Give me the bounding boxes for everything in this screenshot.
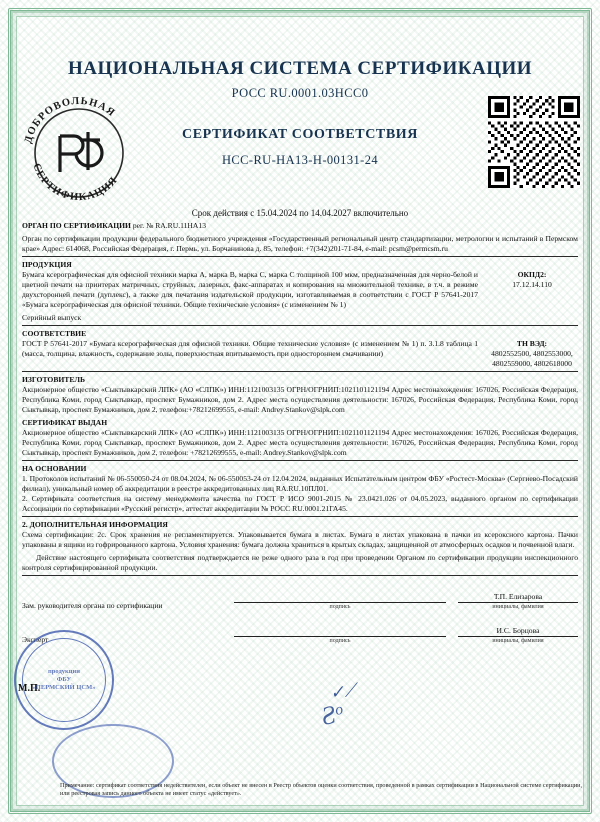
signatory-role-2: Эксперт [22, 635, 49, 644]
basis-label: НА ОСНОВАНИИ [22, 464, 87, 474]
issued-to-text: Акционерное общество «Сыктывкарский ЛПК» (АО «СЛПК») ИНН:1121003135 ОГРН/ОГРНИП:1021101121194 Адрес местонахождения: 167026, Российская Федерация, Республика Коми, город Сыктывкар, проспект Бумажников, дом 2. Адрес места осуществления деятельности: 167026, Российская Федерация, Республика Коми, город Сыктывкар, проспект Бумажников, дом 2, телефон: +78212699555, e-mail: Andrey.Stankov@slpk.com [22, 428, 578, 458]
signature-caption: подпись [329, 604, 351, 611]
seal-line-3: «ПЕРМСКИЙ ЦСМ» [32, 684, 96, 692]
seal-text [16, 668, 112, 692]
issued-to-label: СЕРТИФИКАТ ВЫДАН [22, 418, 108, 428]
tnved-label: ТН ВЭД: [516, 339, 548, 349]
signature-underline [234, 588, 446, 603]
handwritten-signature-1: ✓‌⟋ [328, 680, 358, 703]
svg-text:СЕРТИФИКАЦИЯ: СЕРТИФИКАЦИЯ [30, 162, 121, 204]
product-label: ПРОДУКЦИЯ [22, 260, 72, 270]
divider [22, 325, 578, 326]
inspection-control-note: Действие настоящего сертификата соответствия подтверждается не реже одного раза в год при проведении Органом по сертификации продукции инспекционного контроля сертифицированной продукции. [22, 553, 578, 573]
manufacturer-text: Акционерное общество «Сыктывкарский ЛПК» (АО «СЛПК») ИНН:1121003135 ОГРН/ОГРНИП:1021101121194 Адрес местонахождения: 167026, Российская Федерация, Республика Коми, город Сыктывкар, проспект Бумажников, дом 2. Адрес места осуществления деятельности: 167026, Российская Федерация, Республика Коми, город Сыктывкар, проспект Бумажников, дом 2, телефон:+78212699555, e-mail: Andrey.Stankov@slpk.com [22, 385, 578, 415]
conformity-label: СООТВЕТСТВИЕ [22, 329, 87, 339]
signature-caption: подпись [329, 638, 351, 645]
rst-mark-icon [18, 92, 140, 214]
name-caption: инициалы, фамилия [492, 604, 544, 611]
validity-period: Срок действия с 15.04.2024 по 14.04.2027 включительно [191, 208, 409, 218]
additional-info-text: Схема сертификации: 2с. Срок хранения не регламентируется. Упаковывается бумага в листах. Бумага в листах упакована в пачки из ксероксного картона. Пачки упакованы в ящики из гофрированного картона. Условия хранения: бумага должна храниться в крытых складах, защищенной от атмосферных осадков и почвенной влаги. [22, 530, 578, 550]
name-caption: инициалы, фамилия [492, 638, 544, 645]
qr-code[interactable] [488, 96, 580, 188]
signatory-name-2 [458, 626, 578, 644]
certification-body-reg: рег. № RA.RU.11НА13 [132, 221, 206, 230]
seal-line-2: ФБУ [56, 675, 72, 683]
additional-info-label: 2. ДОПОЛНИТЕЛЬНАЯ ИНФОРМАЦИЯ [22, 520, 168, 530]
tnved-value: 4802552500, 4802553000, 4802559000, 4802618000 [491, 349, 573, 369]
tnved-block [486, 339, 578, 369]
signature-line-2 [222, 622, 458, 644]
signature-block [22, 588, 578, 644]
okpd-block [486, 270, 578, 310]
basis-item-1: 1. Протоколов испытаний № 06-550050-24 от 08.04.2024, № 06-550053-24 от 12.04.2024, выданных Испытательным центром ФБУ «Ростест-Москва» (Сергиево-Посадский филиал), уникальный номер об аккредитации в реестре аккредитованных лиц RA.RU.10ПЛ01. [22, 474, 578, 494]
stamp-mp-label: М.П. [18, 683, 41, 694]
signatory-name-text-1: Т.П. Елизарова [458, 592, 578, 603]
handwritten-signature-2: Ƨᵒ [319, 698, 346, 731]
product-serial: Серийный выпуск [22, 313, 82, 323]
divider [22, 460, 578, 461]
signatory-name-text-2: И.С. Борцова [458, 626, 578, 637]
footer-note: Примечание: сертификат соответствия недействителен, если объект не внесен в Реестр объектов оценки соответствия, проведенной в рамках сертификации в Национальной системе сертификации, или реестровая запись данного объекта не имеет статус «действует». [60, 781, 582, 797]
conformity-text: ГОСТ Р 57641-2017 «Бумага ксерографическая для офисной техники. Общие технические условия» (с изменением № 1) п. 3.1.8 таблица 1 (масса, толщина, влажность, содержание золы, поверхностная впитываемость при одностороннем смачивании) [22, 339, 478, 359]
signature-row-head [22, 588, 578, 610]
svg-text:ДОБРОВОЛЬНАЯ: ДОБРОВОЛЬНАЯ [22, 95, 118, 145]
divider [22, 575, 578, 576]
signatory-role-1: Зам. руководителя органа по сертификации [22, 601, 163, 610]
product-text: Бумага ксерографическая для офисной техники марка А, марка В, марка С, марка С толщиной 100 мкм, предназначенная для черно-белой и цветной печати на принтерах матричных, струйных, лазерных, факс-аппаратах и копирования на множительной технике, в т.ч. в режиме двухсторонней печати (дуплекс), а также для печатания издательской продукции, изготавливаемая в соответствии с ГОСТ Р 57641-2017 «Бумага ксерографическая для офисной техники. Общие технические условия» (с изменением № 1) [22, 270, 478, 310]
manufacturer-label: ИЗГОТОВИТЕЛЬ [22, 375, 86, 385]
page-title: НАЦИОНАЛЬНАЯ СИСТЕМА СЕРТИФИКАЦИИ [67, 58, 533, 79]
certification-body-heading [22, 221, 578, 231]
signatory-name-1 [458, 592, 578, 610]
qr-code-image [488, 96, 580, 188]
ross-code: РОСС RU.0001.03НСС0 [231, 86, 369, 100]
signature-line-1 [222, 588, 458, 610]
okpd-label: ОКПД2: [517, 270, 547, 280]
certification-body-text: Орган по сертификации продукции федерального бюджетного учреждения «Государственный региональный центр стандартизации, метрологии и испытаний в Пермском крае» Адрес: 614068, Российская Федерация, г. Пермь, ул. Борчанинова д. 85, телефон: +7(342)201-71-84, e-mail: pcsm@permcsm.ru [22, 234, 578, 254]
signature-row-expert [22, 622, 578, 644]
basis-item-2: 2. Сертификата соответствия на систему менеджмента качества по ГОСТ Р ИСО 9001-2015 № 23.0421.026 от 04.05.2023, выданного органом по сертификации Ассоциации по сертификации «Русский регистр», аттестат аккредитации № РОСС RU.0001.21ГА45. [22, 494, 578, 514]
divider [22, 371, 578, 372]
certification-body-seal [14, 630, 114, 730]
certificate-title: СЕРТИФИКАТ СООТВЕТСТВИЯ [181, 127, 418, 142]
signature-underline [234, 622, 446, 637]
divider [22, 256, 578, 257]
okpd-value: 17.12.14.110 [512, 280, 552, 290]
certification-body-label: ОРГАН ПО СЕРТИФИКАЦИИ [22, 221, 131, 230]
certificate-number: НСС-RU-НА13-Н-00131-24 [221, 153, 378, 167]
voluntary-certification-emblem [18, 92, 140, 214]
divider [22, 516, 578, 517]
seal-line-1: продукции [48, 667, 80, 675]
